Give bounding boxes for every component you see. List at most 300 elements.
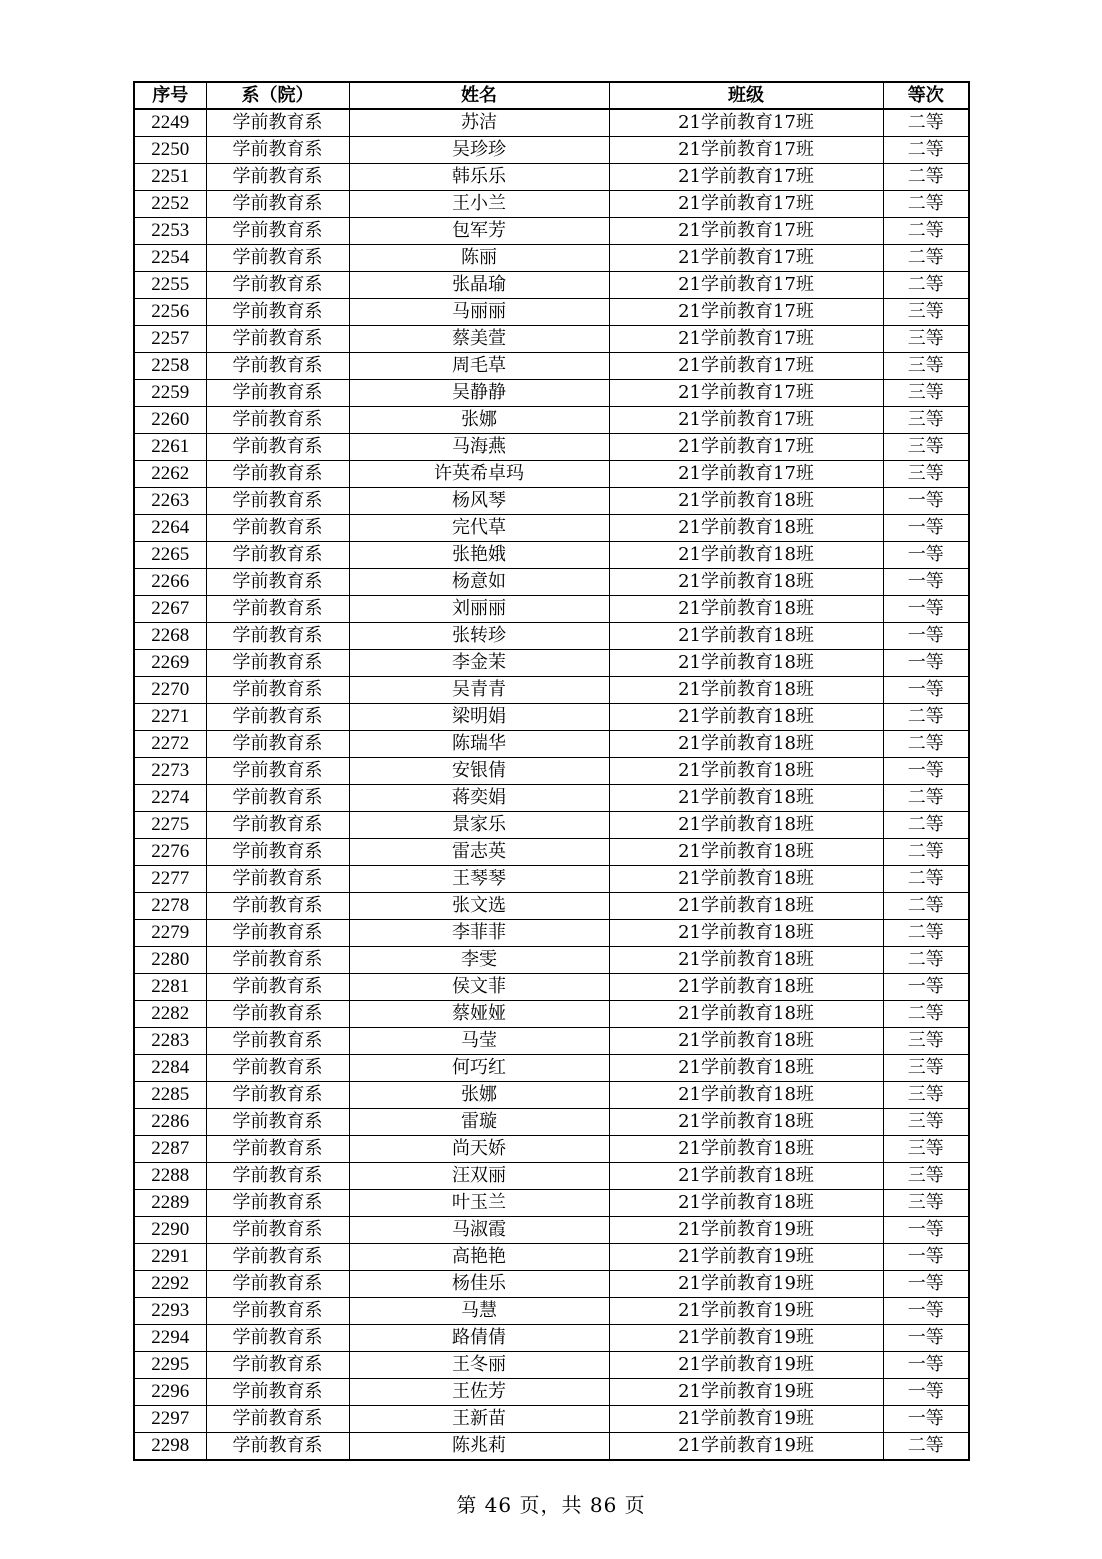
table-row — [134, 137, 969, 164]
cell-serial: 2253 — [134, 218, 206, 245]
header-department: 系（院） — [206, 82, 349, 109]
cell-class: 21学前教育17班 — [609, 218, 883, 245]
cell-name: 李雯 — [349, 947, 609, 974]
cell-class: 21学前教育18班 — [609, 1055, 883, 1082]
cell-department: 学前教育系 — [206, 1190, 349, 1217]
cell-grade: 二等 — [883, 1001, 969, 1028]
cell-name: 雷志英 — [349, 839, 609, 866]
cell-name: 马慧 — [349, 1298, 609, 1325]
cell-department: 学前教育系 — [206, 380, 349, 407]
cell-class: 21学前教育18班 — [609, 677, 883, 704]
cell-serial: 2266 — [134, 569, 206, 596]
header-serial: 序号 — [134, 82, 206, 109]
table-row — [134, 1406, 969, 1433]
cell-class: 21学前教育17班 — [609, 191, 883, 218]
cell-department: 学前教育系 — [206, 191, 349, 218]
cell-grade: 二等 — [883, 1433, 969, 1461]
cell-serial: 2272 — [134, 731, 206, 758]
cell-grade: 二等 — [883, 893, 969, 920]
cell-grade: 三等 — [883, 299, 969, 326]
cell-serial: 2289 — [134, 1190, 206, 1217]
table-row — [134, 947, 969, 974]
cell-class: 21学前教育19班 — [609, 1379, 883, 1406]
cell-class: 21学前教育17班 — [609, 272, 883, 299]
header-grade: 等次 — [883, 82, 969, 109]
cell-serial: 2293 — [134, 1298, 206, 1325]
table-row — [134, 1028, 969, 1055]
cell-serial: 2271 — [134, 704, 206, 731]
cell-class: 21学前教育18班 — [609, 974, 883, 1001]
cell-name: 王佐芳 — [349, 1379, 609, 1406]
cell-serial: 2286 — [134, 1109, 206, 1136]
cell-class: 21学前教育17班 — [609, 245, 883, 272]
cell-department: 学前教育系 — [206, 137, 349, 164]
table-row — [134, 1082, 969, 1109]
cell-grade: 一等 — [883, 1352, 969, 1379]
cell-serial: 2273 — [134, 758, 206, 785]
cell-name: 杨意如 — [349, 569, 609, 596]
cell-name: 马淑霞 — [349, 1217, 609, 1244]
table-row — [134, 542, 969, 569]
page-number: 第 46 页，共 86 页 — [456, 1493, 646, 1517]
cell-serial: 2255 — [134, 272, 206, 299]
cell-class: 21学前教育19班 — [609, 1298, 883, 1325]
table-row — [134, 353, 969, 380]
cell-grade: 一等 — [883, 569, 969, 596]
cell-class: 21学前教育17班 — [609, 164, 883, 191]
cell-grade: 三等 — [883, 434, 969, 461]
cell-serial: 2267 — [134, 596, 206, 623]
header-name: 姓名 — [349, 82, 609, 109]
table-row — [134, 191, 969, 218]
cell-class: 21学前教育17班 — [609, 299, 883, 326]
cell-department: 学前教育系 — [206, 1055, 349, 1082]
cell-name: 吴静静 — [349, 380, 609, 407]
table-row — [134, 380, 969, 407]
award-list-sheet — [133, 81, 968, 1461]
cell-department: 学前教育系 — [206, 299, 349, 326]
cell-serial: 2290 — [134, 1217, 206, 1244]
cell-name: 景家乐 — [349, 812, 609, 839]
table-row — [134, 1433, 969, 1461]
cell-department: 学前教育系 — [206, 109, 349, 137]
cell-serial: 2284 — [134, 1055, 206, 1082]
table-row — [134, 1298, 969, 1325]
cell-grade: 一等 — [883, 596, 969, 623]
table-row — [134, 1136, 969, 1163]
cell-class: 21学前教育18班 — [609, 1001, 883, 1028]
cell-department: 学前教育系 — [206, 1109, 349, 1136]
cell-name: 王新苗 — [349, 1406, 609, 1433]
cell-serial: 2260 — [134, 407, 206, 434]
cell-grade: 一等 — [883, 650, 969, 677]
cell-department: 学前教育系 — [206, 1136, 349, 1163]
table-row — [134, 1244, 969, 1271]
table-row — [134, 1325, 969, 1352]
table-row — [134, 839, 969, 866]
cell-class: 21学前教育18班 — [609, 704, 883, 731]
cell-grade: 一等 — [883, 488, 969, 515]
cell-name: 张转珍 — [349, 623, 609, 650]
cell-serial: 2262 — [134, 461, 206, 488]
cell-class: 21学前教育18班 — [609, 785, 883, 812]
cell-name: 杨风琴 — [349, 488, 609, 515]
cell-name: 周毛草 — [349, 353, 609, 380]
cell-grade: 二等 — [883, 704, 969, 731]
cell-grade: 二等 — [883, 272, 969, 299]
table-row — [134, 758, 969, 785]
cell-name: 王琴琴 — [349, 866, 609, 893]
cell-name: 梁明娟 — [349, 704, 609, 731]
cell-serial: 2263 — [134, 488, 206, 515]
cell-name: 马海燕 — [349, 434, 609, 461]
table-row — [134, 461, 969, 488]
table-row — [134, 1163, 969, 1190]
cell-grade: 三等 — [883, 407, 969, 434]
cell-serial: 2285 — [134, 1082, 206, 1109]
table-row — [134, 407, 969, 434]
cell-name: 许英希卓玛 — [349, 461, 609, 488]
cell-name: 尚天娇 — [349, 1136, 609, 1163]
cell-name: 何巧红 — [349, 1055, 609, 1082]
cell-name: 张文选 — [349, 893, 609, 920]
table-row — [134, 245, 969, 272]
table-row — [134, 326, 969, 353]
cell-grade: 二等 — [883, 137, 969, 164]
award-table — [133, 81, 970, 1461]
cell-grade: 二等 — [883, 866, 969, 893]
cell-serial: 2254 — [134, 245, 206, 272]
cell-department: 学前教育系 — [206, 461, 349, 488]
table-row — [134, 893, 969, 920]
cell-class: 21学前教育18班 — [609, 812, 883, 839]
cell-class: 21学前教育17班 — [609, 380, 883, 407]
cell-department: 学前教育系 — [206, 245, 349, 272]
cell-name: 汪双丽 — [349, 1163, 609, 1190]
cell-name: 高艳艳 — [349, 1244, 609, 1271]
cell-department: 学前教育系 — [206, 1352, 349, 1379]
cell-grade: 二等 — [883, 785, 969, 812]
cell-department: 学前教育系 — [206, 947, 349, 974]
table-row — [134, 704, 969, 731]
cell-name: 张晶瑜 — [349, 272, 609, 299]
cell-department: 学前教育系 — [206, 1244, 349, 1271]
cell-department: 学前教育系 — [206, 434, 349, 461]
table-row — [134, 785, 969, 812]
cell-department: 学前教育系 — [206, 866, 349, 893]
cell-name: 马丽丽 — [349, 299, 609, 326]
cell-department: 学前教育系 — [206, 623, 349, 650]
cell-serial: 2294 — [134, 1325, 206, 1352]
cell-name: 路倩倩 — [349, 1325, 609, 1352]
cell-department: 学前教育系 — [206, 407, 349, 434]
cell-department: 学前教育系 — [206, 1028, 349, 1055]
table-row — [134, 731, 969, 758]
cell-serial: 2298 — [134, 1433, 206, 1461]
cell-class: 21学前教育18班 — [609, 893, 883, 920]
cell-department: 学前教育系 — [206, 839, 349, 866]
cell-grade: 一等 — [883, 515, 969, 542]
cell-name: 李金茉 — [349, 650, 609, 677]
header-class: 班级 — [609, 82, 883, 109]
cell-class: 21学前教育17班 — [609, 407, 883, 434]
cell-grade: 三等 — [883, 1136, 969, 1163]
cell-department: 学前教育系 — [206, 758, 349, 785]
cell-grade: 三等 — [883, 353, 969, 380]
cell-serial: 2250 — [134, 137, 206, 164]
cell-department: 学前教育系 — [206, 1433, 349, 1461]
cell-serial: 2264 — [134, 515, 206, 542]
cell-serial: 2291 — [134, 1244, 206, 1271]
table-row — [134, 1190, 969, 1217]
cell-name: 安银倩 — [349, 758, 609, 785]
cell-class: 21学前教育19班 — [609, 1325, 883, 1352]
cell-serial: 2280 — [134, 947, 206, 974]
table-row — [134, 1001, 969, 1028]
cell-class: 21学前教育17班 — [609, 109, 883, 137]
cell-class: 21学前教育18班 — [609, 1163, 883, 1190]
cell-name: 王小兰 — [349, 191, 609, 218]
cell-name: 包军芳 — [349, 218, 609, 245]
cell-name: 马莹 — [349, 1028, 609, 1055]
table-row — [134, 109, 969, 137]
cell-class: 21学前教育19班 — [609, 1433, 883, 1461]
cell-class: 21学前教育18班 — [609, 542, 883, 569]
cell-grade: 一等 — [883, 1217, 969, 1244]
cell-serial: 2288 — [134, 1163, 206, 1190]
cell-department: 学前教育系 — [206, 1379, 349, 1406]
cell-department: 学前教育系 — [206, 488, 349, 515]
cell-department: 学前教育系 — [206, 596, 349, 623]
cell-serial: 2261 — [134, 434, 206, 461]
cell-serial: 2297 — [134, 1406, 206, 1433]
cell-department: 学前教育系 — [206, 974, 349, 1001]
cell-department: 学前教育系 — [206, 704, 349, 731]
cell-class: 21学前教育17班 — [609, 326, 883, 353]
table-row — [134, 272, 969, 299]
cell-grade: 二等 — [883, 920, 969, 947]
cell-name: 雷璇 — [349, 1109, 609, 1136]
cell-class: 21学前教育18班 — [609, 650, 883, 677]
cell-department: 学前教育系 — [206, 272, 349, 299]
cell-class: 21学前教育18班 — [609, 839, 883, 866]
cell-name: 韩乐乐 — [349, 164, 609, 191]
cell-grade: 一等 — [883, 677, 969, 704]
cell-class: 21学前教育18班 — [609, 569, 883, 596]
cell-department: 学前教育系 — [206, 1163, 349, 1190]
cell-grade: 二等 — [883, 731, 969, 758]
cell-grade: 一等 — [883, 1379, 969, 1406]
cell-department: 学前教育系 — [206, 677, 349, 704]
cell-name: 陈瑞华 — [349, 731, 609, 758]
cell-name: 吴青青 — [349, 677, 609, 704]
table-row — [134, 569, 969, 596]
cell-grade: 二等 — [883, 164, 969, 191]
cell-grade: 二等 — [883, 191, 969, 218]
table-row — [134, 812, 969, 839]
cell-class: 21学前教育18班 — [609, 1082, 883, 1109]
cell-department: 学前教育系 — [206, 650, 349, 677]
cell-grade: 一等 — [883, 1271, 969, 1298]
cell-department: 学前教育系 — [206, 920, 349, 947]
cell-name: 苏洁 — [349, 109, 609, 137]
cell-serial: 2274 — [134, 785, 206, 812]
cell-class: 21学前教育18班 — [609, 758, 883, 785]
table-row — [134, 1217, 969, 1244]
cell-serial: 2265 — [134, 542, 206, 569]
cell-grade: 二等 — [883, 109, 969, 137]
cell-serial: 2283 — [134, 1028, 206, 1055]
cell-serial: 2282 — [134, 1001, 206, 1028]
cell-name: 张艳娥 — [349, 542, 609, 569]
table-row — [134, 434, 969, 461]
cell-class: 21学前教育17班 — [609, 434, 883, 461]
cell-department: 学前教育系 — [206, 812, 349, 839]
cell-serial: 2292 — [134, 1271, 206, 1298]
table-row — [134, 299, 969, 326]
table-row — [134, 515, 969, 542]
cell-grade: 二等 — [883, 947, 969, 974]
cell-serial: 2256 — [134, 299, 206, 326]
cell-name: 蔡美萱 — [349, 326, 609, 353]
cell-department: 学前教育系 — [206, 1217, 349, 1244]
cell-class: 21学前教育18班 — [609, 1136, 883, 1163]
table-body — [134, 109, 969, 1460]
table-header — [134, 82, 969, 109]
cell-grade: 二等 — [883, 218, 969, 245]
cell-serial: 2259 — [134, 380, 206, 407]
cell-grade: 一等 — [883, 1325, 969, 1352]
cell-class: 21学前教育17班 — [609, 353, 883, 380]
table-row — [134, 974, 969, 1001]
cell-name: 王冬丽 — [349, 1352, 609, 1379]
table-row — [134, 218, 969, 245]
cell-class: 21学前教育18班 — [609, 731, 883, 758]
cell-name: 刘丽丽 — [349, 596, 609, 623]
cell-department: 学前教育系 — [206, 1082, 349, 1109]
cell-class: 21学前教育18班 — [609, 1028, 883, 1055]
table-row — [134, 866, 969, 893]
cell-serial: 2258 — [134, 353, 206, 380]
cell-grade: 三等 — [883, 1109, 969, 1136]
header-row — [134, 82, 969, 109]
cell-serial: 2295 — [134, 1352, 206, 1379]
cell-grade: 三等 — [883, 1082, 969, 1109]
cell-department: 学前教育系 — [206, 326, 349, 353]
cell-grade: 三等 — [883, 380, 969, 407]
table-row — [134, 1379, 969, 1406]
cell-department: 学前教育系 — [206, 542, 349, 569]
cell-grade: 一等 — [883, 1244, 969, 1271]
table-row — [134, 1352, 969, 1379]
cell-name: 侯文菲 — [349, 974, 609, 1001]
table-row — [134, 1055, 969, 1082]
cell-grade: 一等 — [883, 758, 969, 785]
cell-class: 21学前教育18班 — [609, 488, 883, 515]
cell-department: 学前教育系 — [206, 1325, 349, 1352]
cell-name: 张娜 — [349, 407, 609, 434]
cell-department: 学前教育系 — [206, 1001, 349, 1028]
cell-serial: 2252 — [134, 191, 206, 218]
cell-grade: 一等 — [883, 623, 969, 650]
cell-grade: 三等 — [883, 326, 969, 353]
cell-class: 21学前教育18班 — [609, 866, 883, 893]
cell-class: 21学前教育18班 — [609, 623, 883, 650]
cell-department: 学前教育系 — [206, 218, 349, 245]
table-row — [134, 650, 969, 677]
cell-grade: 二等 — [883, 839, 969, 866]
cell-department: 学前教育系 — [206, 785, 349, 812]
cell-class: 21学前教育18班 — [609, 947, 883, 974]
cell-serial: 2278 — [134, 893, 206, 920]
cell-department: 学前教育系 — [206, 1406, 349, 1433]
cell-grade: 二等 — [883, 812, 969, 839]
cell-grade: 一等 — [883, 542, 969, 569]
cell-serial: 2287 — [134, 1136, 206, 1163]
cell-class: 21学前教育19班 — [609, 1406, 883, 1433]
table-row — [134, 677, 969, 704]
cell-department: 学前教育系 — [206, 1271, 349, 1298]
cell-name: 陈丽 — [349, 245, 609, 272]
cell-class: 21学前教育19班 — [609, 1271, 883, 1298]
cell-grade: 三等 — [883, 1163, 969, 1190]
table-row — [134, 164, 969, 191]
cell-serial: 2277 — [134, 866, 206, 893]
cell-serial: 2268 — [134, 623, 206, 650]
cell-department: 学前教育系 — [206, 1298, 349, 1325]
cell-class: 21学前教育18班 — [609, 1109, 883, 1136]
cell-class: 21学前教育18班 — [609, 596, 883, 623]
cell-grade: 一等 — [883, 974, 969, 1001]
cell-serial: 2275 — [134, 812, 206, 839]
cell-department: 学前教育系 — [206, 731, 349, 758]
cell-serial: 2269 — [134, 650, 206, 677]
table-row — [134, 488, 969, 515]
cell-name: 张娜 — [349, 1082, 609, 1109]
cell-grade: 三等 — [883, 1190, 969, 1217]
cell-grade: 一等 — [883, 1406, 969, 1433]
cell-department: 学前教育系 — [206, 515, 349, 542]
cell-grade: 一等 — [883, 1298, 969, 1325]
cell-serial: 2276 — [134, 839, 206, 866]
cell-class: 21学前教育19班 — [609, 1352, 883, 1379]
table-row — [134, 1109, 969, 1136]
cell-serial: 2251 — [134, 164, 206, 191]
cell-serial: 2257 — [134, 326, 206, 353]
cell-department: 学前教育系 — [206, 353, 349, 380]
cell-department: 学前教育系 — [206, 164, 349, 191]
cell-name: 吴珍珍 — [349, 137, 609, 164]
cell-class: 21学前教育18班 — [609, 515, 883, 542]
cell-class: 21学前教育17班 — [609, 461, 883, 488]
cell-class: 21学前教育18班 — [609, 920, 883, 947]
cell-grade: 三等 — [883, 1028, 969, 1055]
cell-serial: 2270 — [134, 677, 206, 704]
cell-name: 叶玉兰 — [349, 1190, 609, 1217]
cell-name: 李菲菲 — [349, 920, 609, 947]
cell-class: 21学前教育18班 — [609, 1190, 883, 1217]
cell-grade: 二等 — [883, 245, 969, 272]
cell-name: 杨佳乐 — [349, 1271, 609, 1298]
table-row — [134, 623, 969, 650]
cell-serial: 2249 — [134, 109, 206, 137]
cell-class: 21学前教育17班 — [609, 137, 883, 164]
cell-name: 完代草 — [349, 515, 609, 542]
cell-serial: 2296 — [134, 1379, 206, 1406]
table-row — [134, 920, 969, 947]
cell-name: 蒋奕娟 — [349, 785, 609, 812]
cell-class: 21学前教育19班 — [609, 1217, 883, 1244]
